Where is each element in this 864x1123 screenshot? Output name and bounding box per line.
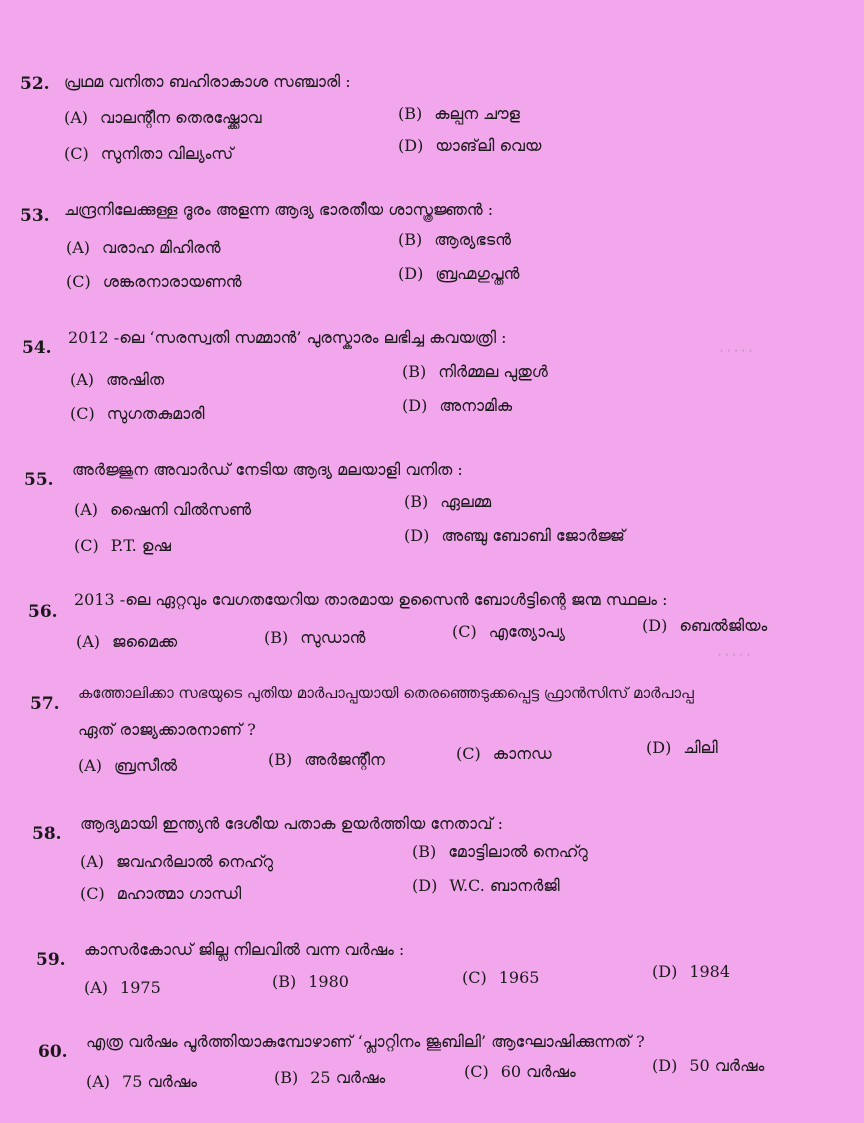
option-text: എത്യോപ്യ (488, 622, 565, 641)
option-label: (A) (80, 852, 105, 871)
option-label: (D) (404, 526, 430, 545)
question-number: 53. (20, 206, 50, 226)
option-a (66, 238, 221, 258)
option-label: (B) (274, 1068, 299, 1087)
option-text: ഷൈനി വിൽസൺ (110, 500, 252, 519)
option-text: സുനിതാ വില്യംസ് (100, 144, 234, 163)
option-d (646, 738, 718, 758)
option-text: 1984 (689, 962, 731, 981)
option-text: കാനഡ (492, 744, 552, 763)
option-label: (A) (78, 756, 103, 775)
option-a (74, 500, 251, 520)
option-label: (A) (74, 500, 99, 519)
option-label: (C) (464, 1062, 489, 1081)
option-text: ശങ്കരനാരായണൻ (102, 272, 242, 291)
option-text: ജവഹർലാൽ നെഹ്റു (116, 852, 274, 871)
option-text: സുഗതകുമാരി (106, 404, 205, 423)
option-a (78, 756, 177, 776)
option-text: 75 വർഷം (122, 1072, 198, 1091)
option-label: (B) (272, 972, 297, 991)
option-a (64, 108, 262, 128)
option-label: (D) (646, 738, 672, 757)
option-b (264, 628, 365, 648)
question-number: 54. (22, 338, 52, 358)
question-text: ചന്ദ്രനിലേക്കുള്ള ദൂരം അളന്ന ആദ്യ ഭാരതീയ ശാസ്ത്രജ്ഞൻ : (64, 200, 494, 219)
option-label: (C) (64, 144, 89, 163)
question-number: 58. (32, 824, 62, 844)
option-c (456, 744, 552, 764)
option-d (404, 526, 625, 546)
option-b (398, 104, 520, 124)
option-label: (C) (74, 536, 99, 555)
option-label: (B) (398, 230, 423, 249)
question-text: അർജ്ജുന അവാർഡ് നേടിയ ആദ്യ മലയാളി വനിത : (72, 460, 463, 479)
option-label: (A) (66, 238, 91, 257)
option-text: അഷിത (106, 370, 165, 389)
option-text: അഞ്ചു ബോബി ജോർജ്ജ് (441, 526, 625, 545)
option-c (64, 144, 233, 164)
option-text: നിർമ്മല പുതുൾ (438, 362, 548, 381)
option-label: (B) (412, 842, 437, 861)
option-text: 1965 (498, 968, 540, 987)
option-label: (C) (80, 884, 105, 903)
option-text: 1975 (120, 978, 161, 997)
question-number: 59. (36, 950, 66, 970)
option-c (452, 622, 565, 642)
option-label: (A) (86, 1072, 111, 1091)
option-text: മോട്ടിലാൽ നെഹ്റു (448, 842, 588, 861)
option-text: യാങ്‌ലി വെയ (435, 136, 542, 155)
question-number: 56. (28, 602, 58, 622)
option-label: (B) (402, 362, 427, 381)
option-b (274, 1068, 385, 1088)
option-label: (C) (462, 968, 487, 987)
option-text: ചിലി (683, 738, 718, 757)
option-text: വരാഹ മിഹിരൻ (102, 238, 221, 257)
bleed-through-mark: ····· (716, 648, 753, 662)
question-text: കാസർകോഡ് ജില്ല നിലവിൽ വന്ന വർഷം : (84, 940, 405, 959)
option-text: P.T. ഉഷ (110, 536, 171, 555)
option-c (464, 1062, 576, 1082)
option-b (404, 492, 491, 512)
option-text: മഹാത്മാ ഗാന്ധി (116, 884, 242, 903)
option-d (402, 396, 512, 416)
option-text: W.C. ബാനർജി (449, 876, 560, 895)
option-d (652, 962, 730, 981)
question-number: 60. (38, 1042, 68, 1062)
option-label: (C) (452, 622, 477, 641)
option-d (398, 264, 519, 284)
question-number: 57. (30, 694, 60, 714)
option-label: (A) (70, 370, 95, 389)
option-text: കല്പന ചൗള (434, 104, 520, 123)
option-b (402, 362, 548, 382)
option-text: ഏലമ്മ (440, 492, 492, 511)
option-text: 25 വർഷം (310, 1068, 386, 1087)
option-text: വാലന്റീന തെരഷ്ക്കോവ (100, 108, 262, 127)
option-label: (D) (398, 136, 424, 155)
option-label: (A) (84, 978, 109, 997)
option-b (268, 750, 385, 770)
option-d (652, 1056, 764, 1076)
option-c (74, 536, 171, 556)
option-label: (C) (66, 272, 91, 291)
option-text: 1980 (308, 972, 349, 991)
option-text: ആര്യഭടൻ (434, 230, 512, 249)
question-text: എത്ര വർഷം പൂർത്തിയാകുമ്പോഴാണ് ‘പ്ലാറ്റിനം ജൂബിലി’ ആഘോഷിക്കുന്നത് ? (86, 1032, 645, 1051)
question-text: 2012 -ലെ ‘സരസ്വതി സമ്മാൻ’ പുരസ്കാരം ലഭിച്ച കവയത്രി : (68, 328, 507, 347)
option-text: ജമൈക്ക (112, 632, 178, 651)
question-text: കത്തോലിക്കാ സഭയുടെ പുതിയ മാർപാപ്പയായി തെരഞ്ഞെടുക്കപ്പെട്ട ഫ്രാൻസിസ് മാർപാപ്പ (78, 684, 694, 702)
option-text: ബെൽജിയം (679, 616, 768, 635)
option-text: ബ്രസീൽ (114, 756, 178, 775)
option-a (76, 632, 177, 652)
question-text: ആദ്യമായി ഇന്ത്യൻ ദേശീയ പതാക ഉയർത്തിയ നേതാവ് : (80, 814, 503, 833)
option-b (398, 230, 511, 250)
option-text: ബ്രഹ്മഗുപ്തൻ (435, 264, 520, 283)
question-text-line2: ഏത് രാജ്യക്കാരനാണ് ? (78, 720, 256, 739)
option-label: (D) (412, 876, 438, 895)
question-number: 52. (20, 74, 50, 94)
question-text: പ്രഥമ വനിതാ ബഹിരാകാശ സഞ്ചാരി : (64, 72, 351, 91)
option-d (642, 616, 767, 636)
option-label: (D) (652, 1056, 678, 1075)
option-text: അനാമിക (439, 396, 513, 415)
option-d (398, 136, 541, 156)
option-a (80, 852, 273, 872)
question-number: 55. (24, 470, 54, 490)
option-a (70, 370, 164, 390)
option-label: (D) (398, 264, 424, 283)
bleed-through-mark: ····· (718, 344, 755, 358)
option-text: 50 വർഷം (689, 1056, 765, 1075)
option-a (86, 1072, 197, 1092)
option-label: (D) (642, 616, 668, 635)
option-label: (D) (402, 396, 428, 415)
option-label: (D) (652, 962, 678, 981)
option-b (412, 842, 588, 862)
option-label: (B) (404, 492, 429, 511)
option-label: (B) (398, 104, 423, 123)
option-c (66, 272, 242, 292)
option-label: (B) (264, 628, 289, 647)
option-text: 60 വർഷം (500, 1062, 576, 1081)
option-d (412, 876, 560, 896)
option-a (84, 978, 161, 997)
option-text: അർജന്റീന (304, 750, 385, 769)
option-label: (A) (76, 632, 101, 651)
option-label: (B) (268, 750, 293, 769)
option-label: (C) (70, 404, 95, 423)
option-b (272, 972, 349, 991)
option-label: (C) (456, 744, 481, 763)
option-c (80, 884, 241, 904)
question-text: 2013 -ലെ ഏറ്റവും വേഗതയേറിയ താരമായ ഉസൈൻ ബോൾട്ടിന്റെ ജന്മ സ്ഥലം : (74, 590, 668, 609)
option-label: (A) (64, 108, 89, 127)
option-c (70, 404, 205, 424)
option-text: സുഡാൻ (300, 628, 366, 647)
option-c (462, 968, 539, 987)
